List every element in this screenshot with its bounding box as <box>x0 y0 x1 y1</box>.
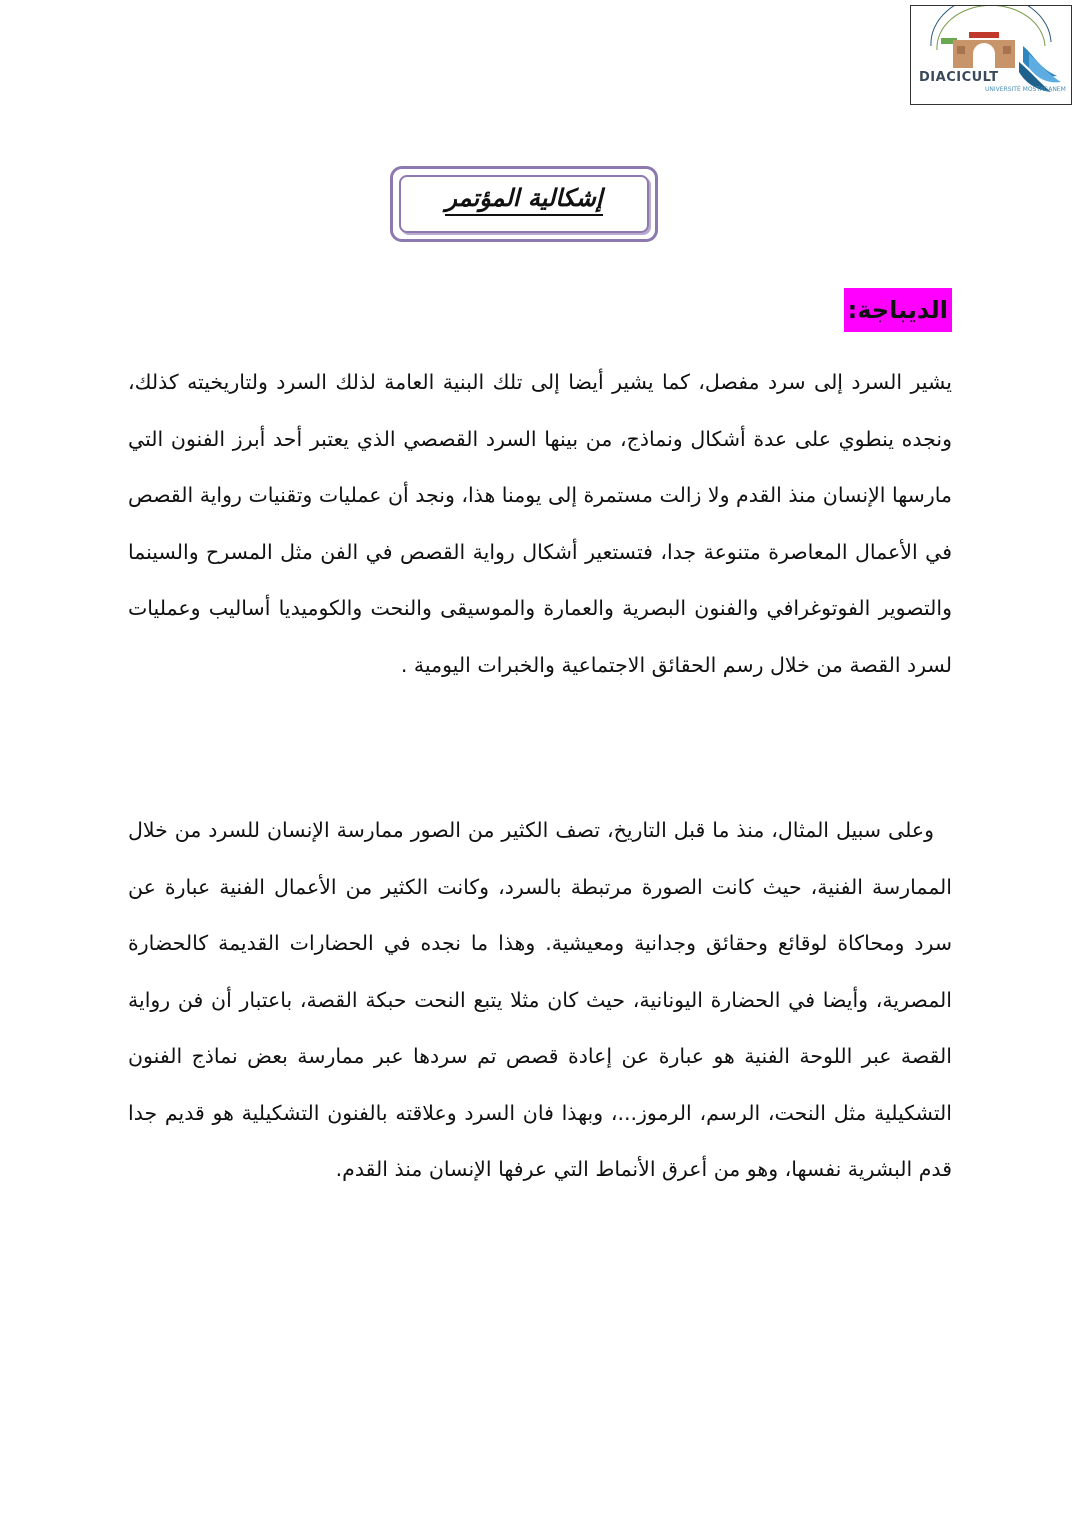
paragraph-preamble: يشير السرد إلى سرد مفصل، كما يشير أيضا إلى تلك البنية العامة لذلك السرد ولتاريخيته كذلك، ونجده ينطوي على عدة أشكال ونماذج، من بينها السرد القصصي الذي يعتبر أحد أبرز الفنون التي مارسها الإنسان منذ القدم ولا زالت مستمرة إلى يومنا هذا، ونجد أن عمليات وتقنيات رواية القصص في الأعمال المعاصرة متنوعة جدا، فتستعير أشكال رواية القصص في الفن مثل المسرح والسينما والتصوير الفوتوغرافي والفنون البصرية والعمارة والموسيقى والنحت والكوميديا أساليب وعمليات لسرد القصة من خلال رسم الحقائق الاجتماعية والخبرات اليومية . <box>128 370 952 677</box>
page-title: إشكالية المؤتمر <box>393 183 655 212</box>
logo <box>910 5 1072 105</box>
title-frame <box>390 166 658 242</box>
logo-subtitle: UNIVERSITÉ MOSTAGANEM <box>985 86 1066 93</box>
logo-name: DIACICULT <box>919 70 999 85</box>
paragraph-example: وعلى سبيل المثال، منذ ما قبل التاريخ، تصف الكثير من الصور ممارسة الإنسان للسرد من خلال الممارسة الفنية، حيث كانت الصورة مرتبطة بالسرد، وكانت الكثير من الأعمال الفنية عبارة عن سرد ومحاكاة لوقائع وحقائق وجدانية ومعيشية. وهذا ما نجده في الحضارات القديمة كالحضارة المصرية، وأيضا في الحضارة اليونانية، حيث كان مثلا يتبع النحت حبكة القصة، باعتبار أن فن رواية القصة عبر اللوحة الفنية هو عبارة عن إعادة قصص تم سردها عبر ممارسة بعض نماذج الفنون التشكيلية مثل النحت، الرسم، الرموز...، وبهذا فان السرد وعلاقته بالفنون التشكيلية هو قديم جدا قدم البشرية نفسها، وهو من أعرق الأنماط التي عرفها الإنسان منذ القدم. <box>128 818 952 1181</box>
section-heading: الديباجة: <box>844 288 952 332</box>
